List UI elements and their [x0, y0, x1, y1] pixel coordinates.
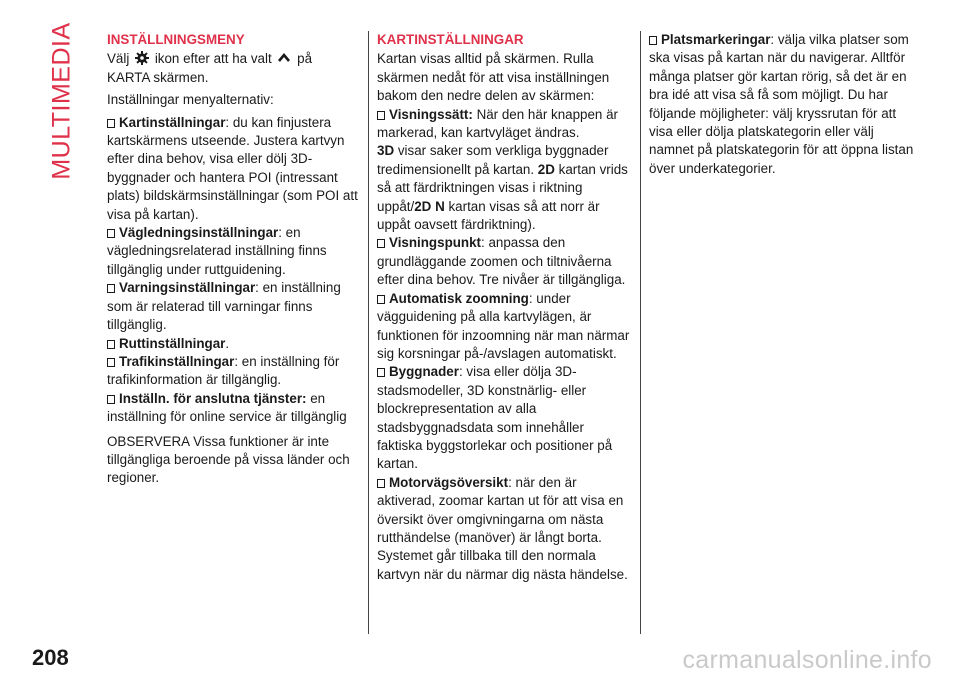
item-title: Kartinställningar [119, 114, 226, 130]
list-item [377, 474, 633, 584]
list-item [107, 224, 360, 279]
intro-text-a: Välj [107, 51, 130, 67]
item-text: kartan vrids så att färdriktningen visas i riktning uppåt/ [377, 161, 628, 214]
checkbox-icon [377, 368, 385, 377]
item-title: Varningsinställningar [119, 280, 256, 296]
mode-2d-label: 2D [537, 161, 555, 177]
checkbox-icon [107, 340, 115, 349]
list-item [377, 234, 633, 289]
chevron-up-icon [276, 50, 292, 66]
mode-2dn-label: 2D N [414, 198, 445, 214]
list-item [107, 279, 360, 334]
checkbox-icon [107, 229, 115, 238]
mode-3d-label: 3D [377, 143, 395, 159]
list-item [107, 114, 360, 224]
column-divider [640, 31, 641, 634]
map-intro-paragraph: Kartan visas alltid på skärmen. Rulla skärmen nedåt för att visa inställningen bakom den nedre delen av skärmen: [377, 51, 610, 104]
item-title: Ruttinställningar [119, 335, 226, 351]
item-title: Byggnader [389, 364, 459, 380]
checkbox-icon [107, 284, 115, 293]
column-map-settings [377, 31, 633, 584]
checkbox-icon [377, 479, 385, 488]
item-title: Trafikinställningar [119, 353, 235, 369]
checkbox-icon [377, 111, 385, 120]
item-title: Platsmarkeringar [661, 32, 771, 47]
item-title: Automatisk zoomning [389, 290, 529, 306]
checkbox-icon [377, 295, 385, 304]
item-text: : visa eller dölja 3D-stadsmodeller, 3D konstnärlig- eller blockrepresentation av alla stadsbyggnadsdata som innehåller faktiska byggstorlekar och positioner på kartan. [377, 364, 613, 472]
menu-alternatives-label: Inställningar menyalternativ: [107, 92, 274, 108]
list-item [649, 31, 919, 178]
intro-paragraph [107, 50, 360, 87]
column-continued [649, 31, 919, 178]
section-side-label [44, 22, 80, 180]
item-title: Visningspunkt [389, 235, 482, 251]
item-text: : när den är aktiverad, zoomar kartan ut för att visa en översikt över omgivningarna om nästa rutthändelse (manöver) är långt borta. Systemet går tillbaka till den normala kartvyn när du närmar dig nästa händelse. [377, 474, 628, 582]
heading-settings-menu: INSTÄLLNINGSMENY [107, 32, 245, 47]
item-title: Inställn. för anslutna tjänster: [119, 390, 307, 406]
gear-icon [134, 50, 150, 66]
list-item [377, 290, 633, 364]
intro-text-d: KARTA skärmen. [107, 69, 209, 85]
item-text: visar saker som verkliga byggnader tredimensionellt på kartan. [377, 143, 609, 177]
note-paragraph: OBSERVERA Vissa funktioner är inte tillgängliga beroende på vissa länder och regioner. [107, 433, 350, 486]
item-text: När den här knappen är markerad, kan kartvyläget ändras. [377, 106, 619, 141]
list-item [107, 335, 360, 353]
checkbox-icon [107, 358, 115, 367]
item-title: Vägledningsinställningar [119, 225, 279, 241]
list-item [107, 390, 360, 427]
item-text: kartan visas så att norr är uppåt oavsett färdriktning). [377, 198, 600, 233]
section-side-label-text: MULTIMEDIA [47, 22, 76, 180]
heading-map-settings: KARTINSTÄLLNINGAR [377, 32, 524, 47]
column-divider [368, 31, 369, 634]
item-text: . [225, 335, 230, 351]
list-item [107, 353, 360, 390]
checkbox-icon [107, 395, 115, 404]
item-text: en inställning för online service är tillgänglig [107, 390, 347, 425]
item-text: : under vägguidening på alla kartvylägen, är funktionen för inzoomning när man närmar sig korsningar på-/avslagen automatiskt. [377, 290, 630, 361]
item-text: : välja vilka platser som ska visas på kartan när du navigerar. Alltför många platser gör kartan rörig, så det är en bra idé att visa så få som möjligt. Du har följande möjligheter: välj kryssrutan för att visa eller dölja platskategorin eller välj namnet på platskategorin för att öppna listan över underkategorier. [649, 32, 914, 176]
checkbox-icon [377, 239, 385, 248]
item-text: : en vägledningsrelaterad inställning finns tillgänglig under ruttguidening. [107, 225, 327, 277]
column-settings-menu [107, 31, 360, 492]
checkbox-icon [107, 119, 115, 128]
intro-text-c: på [297, 51, 313, 67]
item-title: Visningssätt: [389, 106, 473, 122]
page-number: 208 [32, 645, 69, 670]
item-text: : anpassa den grundläggande zoomen och tiltnivåerna efter dina behov. Tre nivåer är tillgängliga. [377, 235, 626, 288]
list-item [377, 363, 633, 473]
item-text: : en inställning för trafikinformation är tillgänglig. [107, 353, 340, 388]
item-text: : du kan finjustera kartskärmens utseende. Justera kartvyn efter dina behov, visa eller dölj 3D-byggnader och hantera POI (intressant plats) bildskärmsinställningar (som POI att visa på kartan). [107, 114, 358, 222]
intro-text-b: ikon efter att ha valt [154, 51, 272, 67]
checkbox-icon [649, 36, 657, 45]
list-item [377, 106, 633, 235]
watermark-text: carmanualsonline.info [682, 646, 932, 674]
item-title: Motorvägsöversikt [389, 474, 509, 490]
item-text: : en inställning som är relaterad till varningar finns tillgänglig. [107, 280, 341, 333]
